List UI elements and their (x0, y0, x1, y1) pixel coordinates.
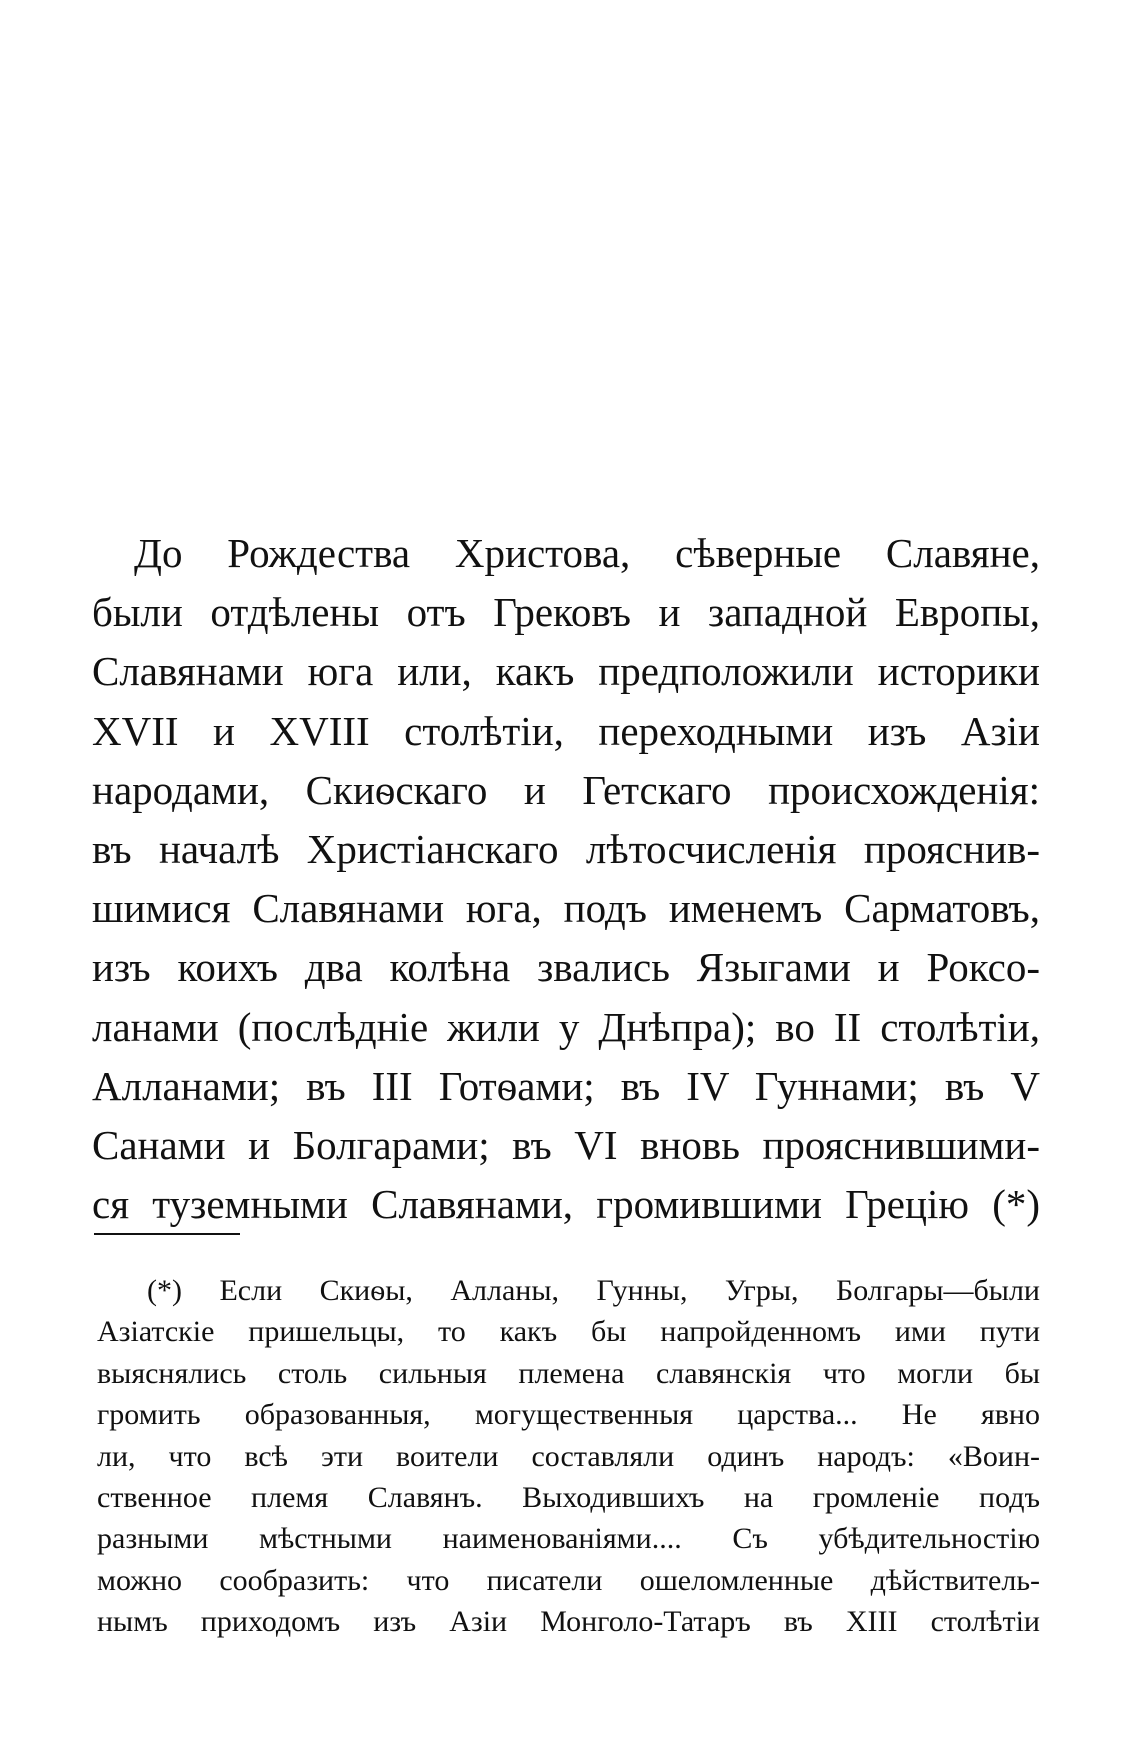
footnote-line: ли, что всѣ эти воители составляли одинъ народъ: «Воин- (97, 1439, 1040, 1473)
footnote-line: выяснялись столь сильныя племена славянскія что могли бы (97, 1356, 1040, 1390)
main-text-line: XVII и XVIII столѣтіи, переходными изъ Азіи (92, 707, 1040, 754)
main-text-line: До Рождества Христова, сѣверные Славяне, (134, 530, 1040, 576)
footnote-line: Азіатскіе пришельцы, то какъ бы напройденномъ ими пути (97, 1315, 1040, 1349)
main-text-line: изъ коихъ два колѣна звались Языгами и Роксо- (92, 944, 1040, 991)
main-text-line: Алланами; въ III Готѳами; въ IV Гуннами; въ V (92, 1062, 1040, 1109)
main-text-line: въ началѣ Христіанскаго лѣтосчисленія прояснив- (92, 825, 1040, 872)
footnote-line: (*) Если Скиѳы, Алланы, Гунны, Угры, Болгары—были (147, 1274, 1040, 1307)
main-text-line: Славянами юга или, какъ предположили историки (92, 648, 1040, 695)
footnote-divider (94, 1233, 240, 1235)
footnote-line: нымъ приходомъ изъ Азіи Монголо-Татаръ въ XIII столѣтіи (97, 1605, 1040, 1639)
footnote-block (97, 1270, 1040, 1643)
main-text-line: ланами (послѣдніе жили у Днѣпра); во II столѣтіи, (92, 1003, 1040, 1050)
main-text-line: Санами и Болгарами; въ VI вновь прояснившими- (92, 1121, 1040, 1168)
footnote-line: разными мѣстными наименованіями.... Съ убѣдительностію (97, 1522, 1040, 1556)
main-text-line: были отдѣлены отъ Грековъ и западной Европы, (92, 589, 1040, 636)
main-text-line: ся туземными Славянами, громившими Грецію (*) (92, 1181, 1040, 1228)
main-text-line: народами, Скиѳскаго и Гетскаго происхожденія: (92, 766, 1040, 813)
main-text-block (92, 524, 1040, 1234)
footnote-line: громить образованныя, могущественныя царства... Не явно (97, 1398, 1040, 1432)
footnote-line: можно сообразить: что писатели ошеломленные дѣйствитель- (97, 1563, 1040, 1597)
main-text-line: шимися Славянами юга, подъ именемъ Сарматовъ, (92, 885, 1040, 932)
footnote-line: ственное племя Славянъ. Выходившихъ на громленіе подъ (97, 1480, 1040, 1514)
